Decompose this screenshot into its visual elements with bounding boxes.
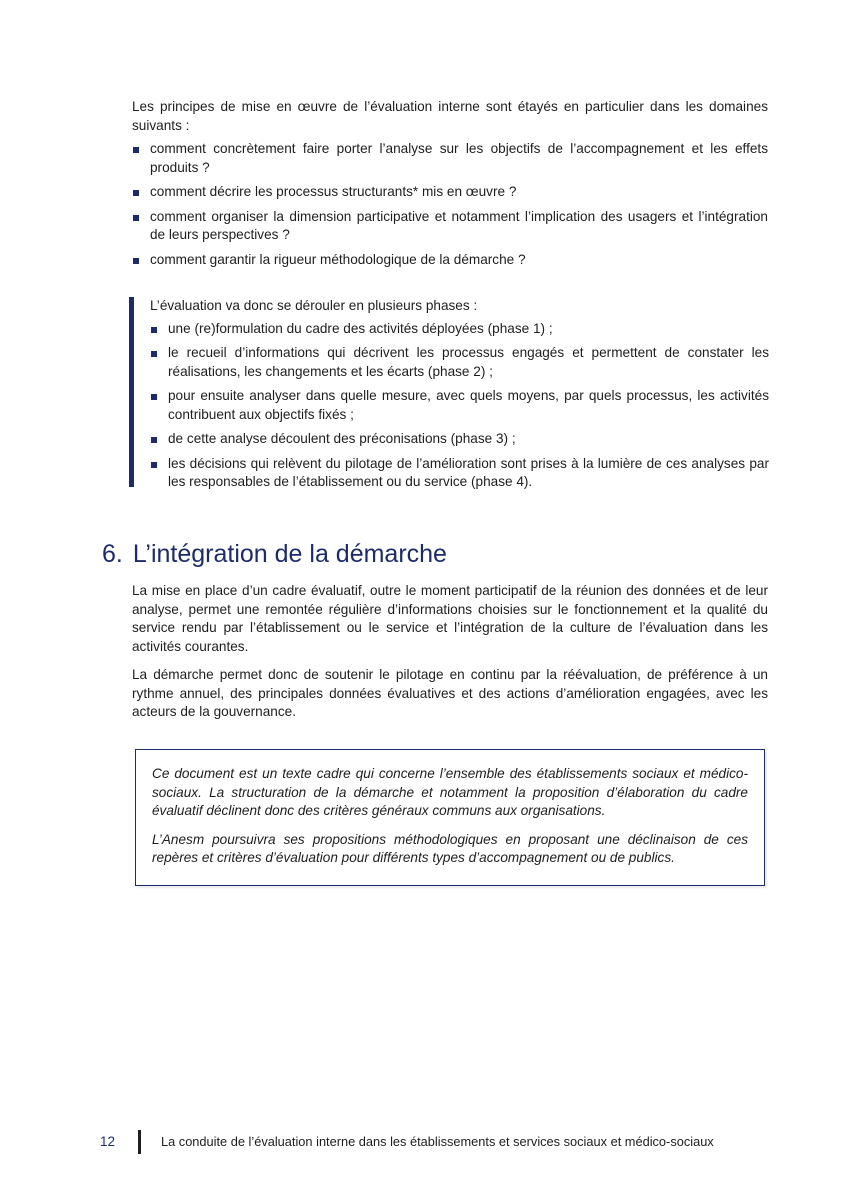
list-item-text: le recueil d’informations qui décrivent les processus engagés et permettent de constater les réalisations, les changements et les écarts (phase 2) ; bbox=[168, 345, 769, 379]
square-bullet-icon bbox=[151, 462, 157, 468]
list-item bbox=[150, 387, 769, 424]
section-number: 6. bbox=[102, 540, 123, 568]
square-bullet-icon bbox=[151, 351, 157, 357]
square-bullet-icon bbox=[133, 258, 139, 264]
phases-lead: L’évaluation va donc se dérouler en plusieurs phases : bbox=[150, 298, 478, 313]
footer-title: La conduite de l’évaluation interne dans les établissements et services sociaux et médico-sociaux bbox=[161, 1134, 714, 1149]
section-paragraph: La mise en place d’un cadre évaluatif, outre le moment participatif de la réunion des données et de leur analyse, permet une remontée régulière d’informations choisies sur le fonctionnement et la qualité du service rendu par l’établissement ou le service et l’intégration de la culture de l’évaluation dans les activités courantes. bbox=[132, 583, 768, 654]
square-bullet-icon bbox=[133, 215, 139, 221]
list-item-text: comment décrire les processus structurants* mis en œuvre ? bbox=[150, 184, 517, 199]
list-item bbox=[132, 251, 768, 270]
section-heading bbox=[102, 538, 447, 570]
list-item bbox=[132, 208, 768, 245]
page-number: 12 bbox=[100, 1134, 116, 1149]
list-item-text: une (re)formulation du cadre des activités déployées (phase 1) ; bbox=[168, 320, 553, 336]
section-paragraph: La démarche permet donc de soutenir le pilotage en continu par la réévaluation, de préférence à un rythme annuel, des principales données évaluatives et des actions d’amélioration engagées, avec les acteurs de la gouvernance. bbox=[132, 667, 768, 719]
note-paragraph: Ce document est un texte cadre qui concerne l’ensemble des établissements sociaux et médico-sociaux. La structuration de la démarche et notamment la proposition d’élaboration du cadre évaluatif déclinent donc des critères généraux communs aux organisations. bbox=[152, 766, 748, 818]
list-item bbox=[150, 430, 769, 449]
page-footer bbox=[0, 1130, 848, 1156]
list-item-text: comment organiser la dimension participative et notamment l’implication des usagers et l’intégration de leurs perspectives ? bbox=[150, 208, 768, 242]
list-item bbox=[150, 455, 769, 492]
list-item-text: comment garantir la rigueur méthodologique de la démarche ? bbox=[150, 251, 526, 267]
list-item bbox=[150, 344, 769, 381]
intro-paragraph: Les principes de mise en œuvre de l’évaluation interne sont étayés en particulier dans les domaines suivants : bbox=[132, 99, 768, 133]
list-item-text: comment concrètement faire porter l’analyse sur les objectifs de l’accompagnement et les effets produits ? bbox=[150, 141, 768, 175]
square-bullet-icon bbox=[133, 147, 139, 153]
list-item-text: de cette analyse découlent des préconisations (phase 3) ; bbox=[168, 431, 516, 446]
note-content bbox=[152, 765, 748, 878]
phases-content bbox=[150, 297, 769, 498]
list-item-text: pour ensuite analyser dans quelle mesure, avec quels moyens, par quels processus, les activités contribuent aux objectifs fixés ; bbox=[168, 388, 769, 422]
note-box bbox=[135, 749, 765, 886]
list-item bbox=[132, 183, 768, 202]
section-body bbox=[132, 582, 768, 732]
intro-list bbox=[132, 140, 768, 269]
phases-list bbox=[150, 320, 769, 492]
intro-block bbox=[132, 98, 768, 275]
square-bullet-icon bbox=[133, 190, 139, 196]
list-item-text: les décisions qui relèvent du pilotage de l’amélioration sont prises à la lumière de ces analyses par les responsables de l’établissement ou du service (phase 4). bbox=[168, 455, 769, 489]
note-paragraph: L’Anesm poursuivra ses propositions méthodologiques en proposant une déclinaison de ces repères et critères d’évaluation pour différents types d’accompagnement ou de publics. bbox=[152, 831, 748, 865]
phases-block bbox=[129, 297, 774, 487]
list-item bbox=[132, 140, 768, 177]
square-bullet-icon bbox=[151, 394, 157, 400]
list-item bbox=[150, 320, 769, 339]
square-bullet-icon bbox=[151, 437, 157, 443]
footer-divider bbox=[138, 1130, 141, 1154]
square-bullet-icon bbox=[151, 327, 157, 333]
section-title: L’intégration de la démarche bbox=[132, 540, 447, 568]
